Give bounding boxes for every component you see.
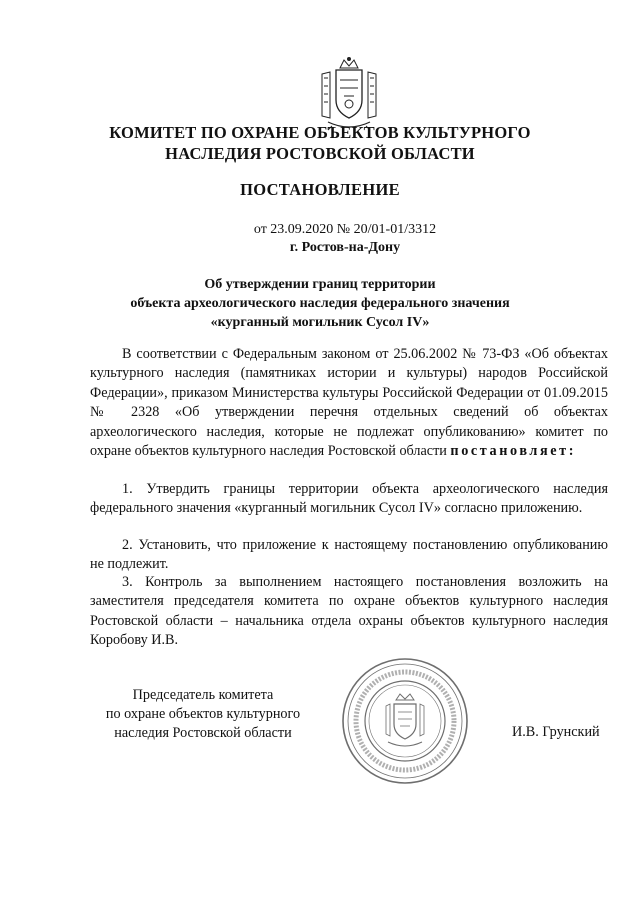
intro-paragraph: [90, 345, 608, 461]
document-number-date: от 23.09.2020 № 20/01-01/3312: [253, 222, 437, 237]
official-seal-icon: [340, 656, 470, 786]
organization-name-line2: НАСЛЕДИЯ РОСТОВСКОЙ ОБЛАСТИ: [165, 144, 475, 163]
signer-position-line3: наследия Ростовской области: [114, 725, 292, 741]
title-line3: «курганный могильник Сусол IV»: [210, 315, 430, 330]
document-city: г. Ростов-на-Дону: [289, 240, 401, 255]
title-line2: объекта археологического наследия федерального значения: [130, 296, 510, 311]
organization-name-line1: КОМИТЕТ ПО ОХРАНЕ ОБЪЕКТОВ КУЛЬТУРНОГО: [109, 123, 531, 142]
decree-item-2: 2. Установить, что приложение к настоящему постановлению опубликованию не подлежит.: [90, 537, 608, 573]
signer-name: И.В. Грунский: [512, 724, 600, 740]
intro-text: В соответствии с Федеральным законом от 25.06.2002 № 73-ФЗ «Об объектах культурного наследия (памятниках истории и культуры) народов Российской Федерации», приказом Министерства культуры Российской Федерации от 01.09.2015 № 2328 «Об утверждении перечня отдельных сведений об объектах археологического наследия, которые не подлежат опубликованию» комитет по охране объектов культурного наследия Ростовской области: [90, 346, 608, 460]
decree-word: постановляет:: [450, 443, 577, 460]
signer-position: [90, 686, 316, 743]
signer-position-line1: Председатель комитета: [132, 687, 274, 703]
signer-position-line2: по охране объектов культурного: [105, 706, 301, 722]
decree-item-1: 1. Утвердить границы территории объекта археологического наследия федерального значения «курганный могильник Сусол IV» согласно приложению.: [90, 481, 608, 517]
decree-item-3: 3. Контроль за выполнением настоящего постановления возложить на заместителя председателя комитета по охране объектов культурного наследия Ростовской области – начальника отдела охраны объектов культурного наследия Коробову И.В.: [90, 574, 608, 649]
title-line1: Об утверждении границ территории: [204, 277, 436, 292]
document-type-heading: ПОСТАНОВЛЕНИЕ: [240, 180, 400, 199]
